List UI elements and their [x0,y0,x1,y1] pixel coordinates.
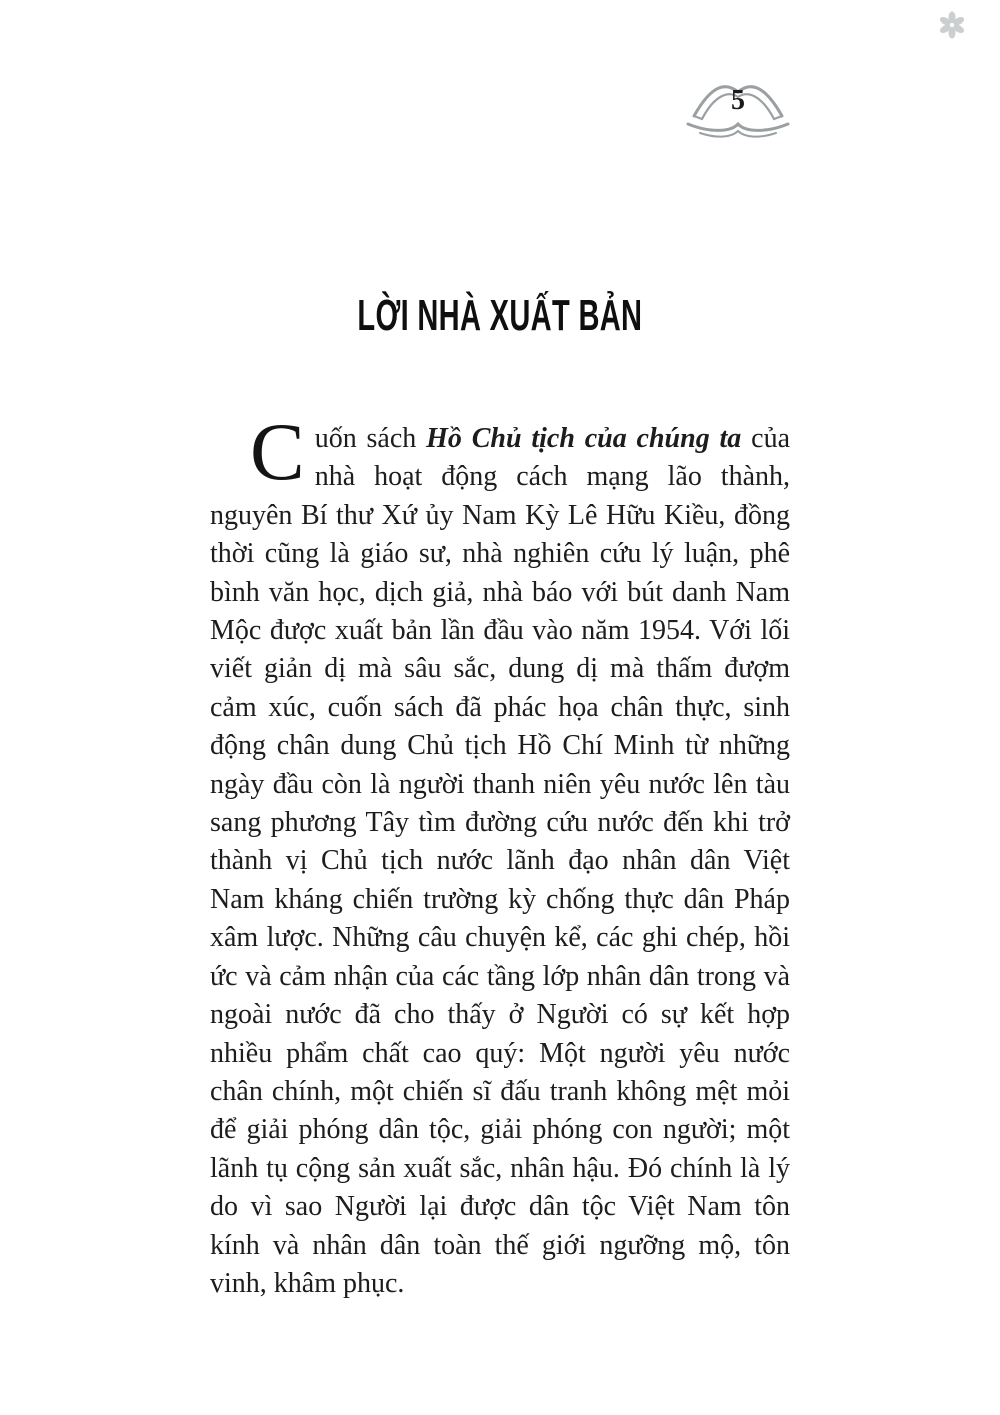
title-row [0,293,1000,339]
paragraph-body: của nhà hoạt động cách mạng lão thành, nguyên Bí thư Xứ ủy Nam Kỳ Lê Hữu Kiều, đồng thời cũng là giáo sư, nhà nghiên cứu lý luận, phê bình văn học, dịch giả, nhà báo với bút danh Nam Mộc được xuất bản lần đầu vào năm 1954. Với lối viết giản dị mà sâu sắc, dung dị mà thấm đượm cảm xúc, cuốn sách đã phác họa chân thực, sinh động chân dung Chủ tịch Hồ Chí Minh từ những ngày đầu còn là người thanh niên yêu nước lên tàu sang phương Tây tìm đường cứu nước đến khi trở thành vị Chủ tịch nước lãnh đạo nhân dân Việt Nam kháng chiến trường kỳ chống thực dân Pháp xâm lược. Những câu chuyện kể, các ghi chép, hồi ức và cảm nhận của các tầng lớp nhân dân trong và ngoài nước đã cho thấy ở Người có sự kết hợp nhiều phẩm chất cao quý: Một người yêu nước chân chính, một chiến sĩ đấu tranh không mệt mỏi để giải phóng dân tộc, giải phóng con người; một lãnh tụ cộng sản xuất sắc, nhân hậu. Đó chính là lý do vì sao Người lại được dân tộc Việt Nam tôn kính và nhân dân toàn thế giới ngưỡng mộ, tôn vinh, khâm phục. [210,423,790,1299]
page-number: 5 [731,85,745,116]
paragraph-lead: uốn sách [314,423,427,454]
book-title-italic: Hồ Chủ tịch của chúng ta [426,423,742,454]
body-text-block [210,406,790,1303]
drop-cap: C [250,406,305,497]
flower-ornament-icon [938,11,966,39]
body-paragraph [210,406,790,1303]
page-number-badge [685,80,791,144]
page-title: LỜI NHÀ XUẤT BẢN [357,291,643,340]
